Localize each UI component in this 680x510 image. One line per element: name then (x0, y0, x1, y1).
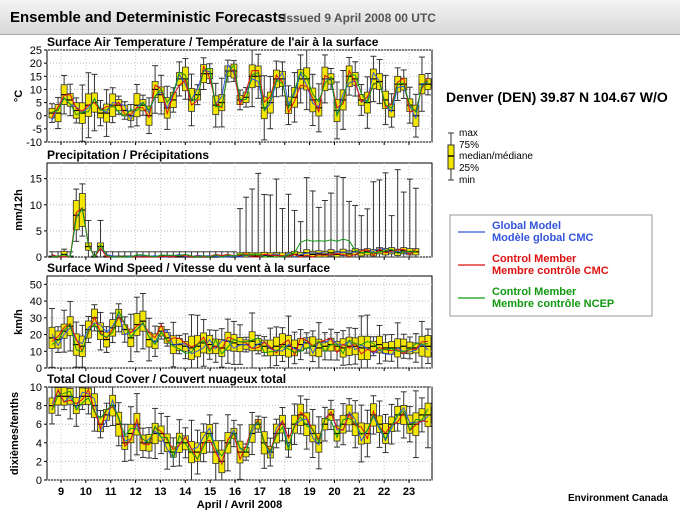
panel-title: Total Cloud Cover / Couvert nuageux total (47, 372, 287, 386)
y-tick-label: 10 (29, 84, 42, 97)
y-tick-label: 15 (29, 71, 42, 84)
x-tick-label: 16 (228, 486, 242, 498)
y-tick-label: 0 (35, 475, 42, 487)
x-tick-label: 15 (204, 486, 217, 498)
y-tick-label: 25 (29, 45, 42, 57)
x-tick-label: 21 (353, 486, 366, 498)
x-tick-label: 20 (328, 486, 341, 498)
y-tick-label: 15 (29, 173, 42, 186)
x-tick-label: 14 (179, 486, 192, 498)
y-tick-label: 0 (35, 252, 42, 264)
panel-title: Precipitation / Précipitations (47, 148, 210, 162)
y-tick-label: 10 (29, 346, 42, 359)
legend-label: Control Member (492, 286, 577, 298)
x-tick-label: 18 (278, 486, 291, 498)
legend-label: Membre contrôle NCEP (492, 298, 615, 310)
legend-label: Modèle global CMC (492, 232, 594, 244)
x-axis-label: April / Avril 2008 (196, 499, 283, 510)
y-tick-label: 4 (35, 437, 42, 450)
y-tick-label: 10 (29, 199, 42, 212)
y-tick-label: 6 (35, 419, 42, 432)
x-tick-label: 17 (253, 486, 267, 498)
legend-label: Membre contrôle CMC (492, 265, 609, 277)
y-tick-label: 40 (29, 296, 42, 309)
x-tick-label: 9 (57, 486, 65, 498)
y-tick-label: 5 (35, 225, 42, 238)
issued-date: Issued 9 April 2008 00 UTC (283, 11, 436, 25)
y-tick-label: 50 (29, 279, 42, 292)
y-tick-label: 20 (29, 329, 42, 342)
x-tick-label: 11 (104, 486, 117, 498)
box-key-label: 75% (459, 140, 480, 151)
y-axis-label: km/h (13, 309, 25, 335)
key-box (448, 145, 454, 169)
y-tick-label: 0 (35, 110, 42, 123)
panel-title: Surface Wind Speed / Vitesse du vent à la surface (47, 261, 331, 275)
x-tick-label: 22 (378, 486, 391, 498)
legend-label: Control Member (492, 253, 577, 265)
box-key-label: 25% (459, 163, 480, 174)
footer-credit: Environment Canada (567, 493, 668, 504)
box-key-label: median/médiane (459, 151, 533, 162)
y-tick-label: 10 (29, 382, 42, 394)
box-key-label: max (459, 128, 478, 139)
legend-label: Global Model (492, 220, 562, 232)
y-tick-label: 30 (29, 312, 42, 325)
y-tick-label: 20 (29, 58, 42, 71)
y-tick-label: 8 (35, 400, 42, 413)
x-tick-label: 19 (303, 486, 316, 498)
x-tick-label: 23 (402, 486, 416, 498)
panel-title: Surface Air Temperature / Température de l'air à la surface (47, 35, 379, 49)
y-axis-label: °C (13, 89, 25, 103)
y-tick-label: 2 (35, 456, 42, 469)
y-tick-label: -5 (32, 123, 42, 136)
y-axis-label: dixièmes/tenths (9, 391, 21, 476)
box-key-label: min (459, 175, 476, 186)
x-tick-label: 13 (154, 486, 167, 498)
page-title: Ensemble and Deterministic Forecasts (10, 9, 286, 26)
x-tick-label: 12 (129, 486, 142, 498)
station-location: Denver (DEN) 39.87 N 104.67 W/O (446, 89, 668, 105)
y-tick-label: 0 (35, 363, 42, 375)
x-tick-label: 10 (79, 486, 92, 498)
y-tick-label: -10 (26, 137, 42, 149)
y-axis-label: mm/12h (13, 189, 25, 231)
y-tick-label: 5 (35, 97, 42, 110)
